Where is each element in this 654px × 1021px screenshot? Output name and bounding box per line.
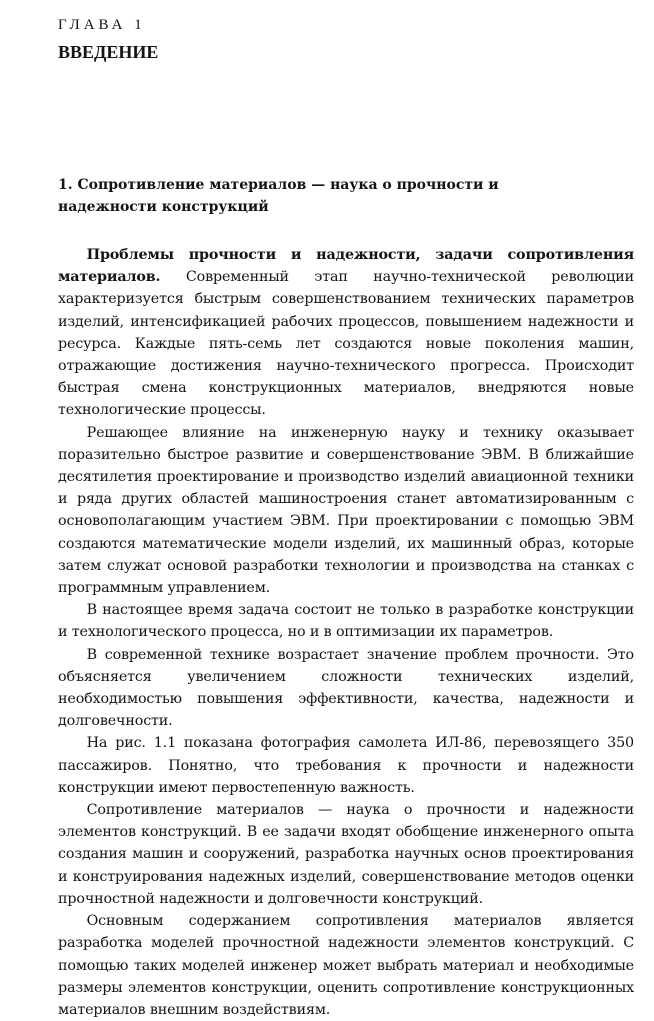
paragraph: Сопротивление материалов — наука о прочности и надежности элементов конструкций. В ее задачи входят обобщение инженерного опыта создания машин и сооружений, разработка научных основ проектирования и конструирования надежных изделий, совершенствование методов оценки прочностной надежности и долговечности конструкций. [58, 802, 634, 907]
body-text [58, 244, 634, 1021]
paragraph-lead: Проблемы прочности и надежности, задачи сопротивления материалов. [58, 247, 634, 286]
section-title: 1. Сопротивление материалов — наука о прочности и надежности конструкций [58, 177, 499, 215]
paragraph: В настоящее время задача состоит не только в разработке конструкции и технологического процесса, но и в оптимизации их параметров. [58, 602, 634, 641]
paragraph: Решающее влияние на инженерную науку и технику оказывает поразительно быстрое развитие и совершенствование ЭВМ. В ближайшие десятилетия проектирование и производство изделий авиационной техники и ряда других областей машиностроения станет автоматизированным с основополагающим участием ЭВМ. При проектировании с помощью ЭВМ создаются математические модели изделий, их машинный образ, которые затем служат основой разработки технологии и производства на станках с программным управлением. [58, 424, 634, 597]
paragraph [58, 244, 634, 422]
paragraph: Основным содержанием сопротивления материалов является разработка моделей прочностной надежности элементов конструкций. С помощью таких моделей инженер может выбрать материал и необходимые размеры элементов конструкции, оценить сопротивление конструкционных материалов внешним воздействиям. [58, 913, 634, 1018]
chapter-label: ГЛАВА 1 [58, 17, 146, 33]
paragraph-text: Современный этап научно-технической революции характеризуется быстрым совершенствованием технических параметров изделий, интенсификацией рабочих процессов, повышением надежности и ресурса. Каждые пять-семь лет создаются новые поколения машин, отражающие достижения научно-технического прогресса. Происходит быстрая смена конструкционных материалов, внедряются новые технологические процессы. [58, 269, 634, 419]
paragraph: На рис. 1.1 показана фотография самолета ИЛ-86, перевозящего 350 пассажиров. Понятно, что требования к прочности и надежности конструкции имеют первостепенную важность. [58, 735, 634, 796]
paragraph: В современной технике возрастает значение проблем прочности. Это объясняется увеличением сложности технических изделий, необходимостью повышения эффективности, качества, надежности и долговечности. [58, 646, 634, 730]
chapter-title: ВВЕДЕНИЕ [58, 42, 159, 62]
